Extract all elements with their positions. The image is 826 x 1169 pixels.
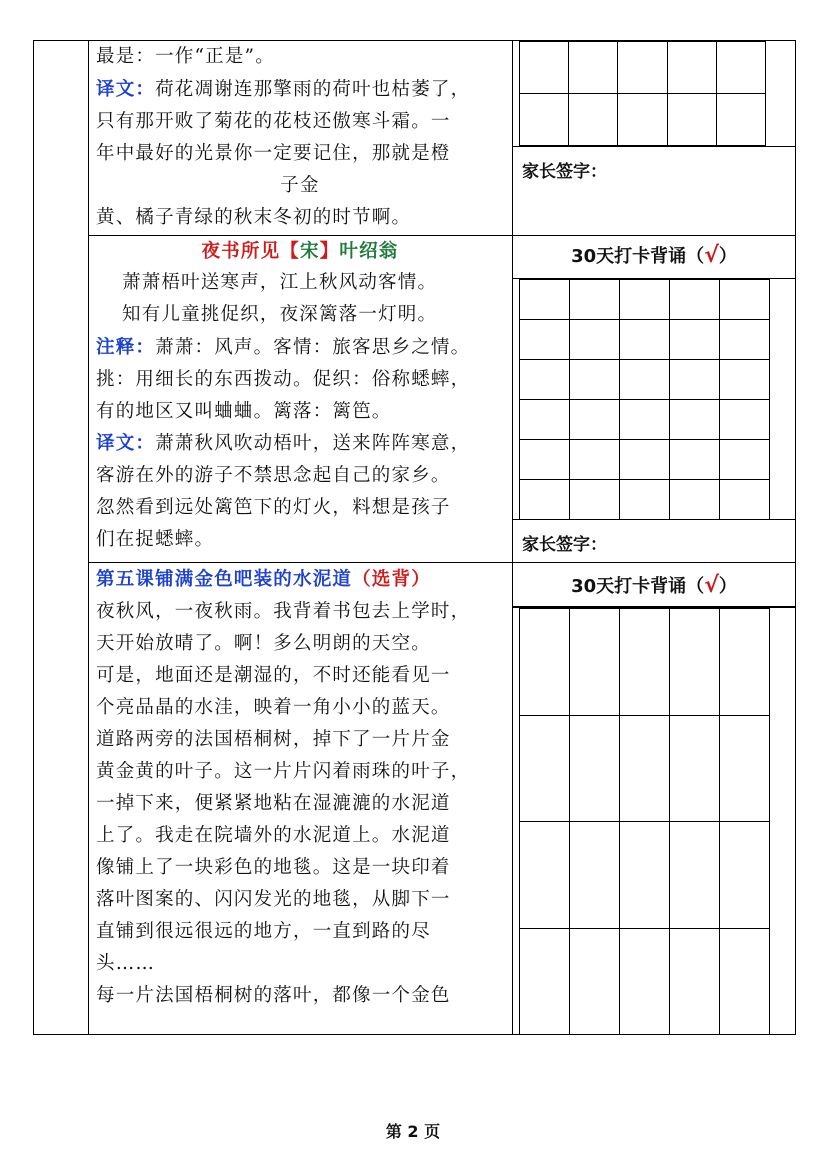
lesson-title: 第五课铺满金色吧装的水泥道 — [96, 569, 353, 590]
grid-cell[interactable] — [519, 319, 570, 360]
grid-cell[interactable] — [519, 821, 570, 929]
grid-cell[interactable] — [519, 359, 570, 400]
grid-cell[interactable] — [519, 479, 570, 520]
lesson-tag: （选背） — [352, 569, 431, 590]
sec1-translation-line-1 — [96, 75, 470, 105]
lesson-line-11: 直铺到很远很远的地方，一直到路的尽 — [96, 921, 431, 942]
grid-cell[interactable] — [719, 439, 770, 480]
notes-label: 注释： — [96, 337, 156, 358]
table-right-border — [795, 40, 796, 1035]
lesson-line-3: 可是，地面还是潮湿的，不时还能看见一 — [96, 665, 451, 686]
poem-translation-label: 译文： — [96, 433, 156, 454]
parent-signature-label-2: 家长签字： — [522, 535, 607, 555]
parent-signature-field-1[interactable] — [612, 150, 792, 190]
lesson-line-2: 天开始放晴了。啊！多么明朗的天空。 — [96, 633, 431, 654]
notes-text-1: 萧萧：风声。客情：旅客思乡之情。 — [155, 337, 471, 358]
grid-cell[interactable] — [569, 715, 620, 823]
lesson-line-8: 上了。我走在院墙外的水泥道上。水泥道 — [96, 825, 451, 846]
right-divider-1 — [512, 146, 796, 147]
lesson-line-6: 黄金黄的叶子。这一片片闪着雨珠的叶子， — [96, 761, 471, 782]
checkin-close-2: ） — [718, 576, 737, 597]
lesson-line-5: 道路两旁的法国梧桐树，掉下了一片片金 — [96, 729, 451, 750]
checkin-text-1: 30天打卡背诵（ — [571, 246, 705, 267]
writing-grid-bottom[interactable] — [519, 608, 769, 1034]
grid-cell[interactable] — [619, 439, 670, 480]
grid-cell[interactable] — [519, 279, 570, 320]
notes-line-2: 挑：用细长的东西拨动。促织：俗称蟋蟀， — [96, 369, 471, 390]
grid-cell[interactable] — [719, 359, 770, 400]
grid-cell[interactable] — [719, 608, 770, 716]
grid-cell[interactable] — [669, 479, 720, 520]
grid-cell[interactable] — [619, 399, 670, 440]
sec1-line-4: 年中最好的光景你一定要记住，那就是橙 — [96, 143, 451, 164]
grid-cell[interactable] — [716, 93, 766, 146]
grid-cell[interactable] — [569, 359, 620, 400]
grid-cell[interactable] — [569, 608, 620, 716]
grid-cell[interactable] — [719, 279, 770, 320]
grid-cell[interactable] — [669, 399, 720, 440]
grid-cell[interactable] — [619, 479, 670, 520]
grid-cell[interactable] — [669, 715, 720, 823]
poem-author: 叶绍翁 — [339, 241, 399, 262]
grid-cell[interactable] — [568, 41, 618, 94]
grid-cell[interactable] — [569, 279, 620, 320]
lesson-line-13: 每一片法国梧桐树的落叶，都像一个金色 — [96, 985, 451, 1006]
poem-translation-line-4: 们在捉蟋蟀。 — [96, 529, 215, 550]
poem-title: 夜书所见 — [201, 241, 281, 262]
translation-label: 译文： — [96, 79, 156, 100]
grid-cell[interactable] — [719, 479, 770, 520]
grid-cell[interactable] — [719, 821, 770, 929]
grid-cell[interactable] — [667, 41, 717, 94]
grid-cell[interactable] — [569, 439, 620, 480]
column-divider-2 — [512, 40, 513, 1035]
sec1-translation-text: 荷花凋谢连那擎雨的荷叶也枯萎了， — [155, 79, 471, 100]
lesson-line-4: 个亮品晶的水洼，映着一角小小的蓝天。 — [96, 697, 451, 718]
checkmark-icon: √ — [704, 243, 719, 268]
grid-cell[interactable] — [519, 608, 570, 716]
table-left-border — [33, 40, 34, 1035]
grid-cell[interactable] — [617, 41, 667, 94]
grid-cell[interactable] — [569, 319, 620, 360]
grid-cell[interactable] — [619, 319, 670, 360]
notes-line-3: 有的地区又叫蛐蛐。篱落：篱笆。 — [96, 401, 392, 422]
poem-heading — [88, 237, 512, 267]
bracket-close: 】 — [319, 241, 340, 262]
grid-cell[interactable] — [619, 928, 670, 1036]
poem-line-2: 知有儿童挑促织，夜深篱落一灯明。 — [122, 304, 438, 325]
grid-cell[interactable] — [569, 399, 620, 440]
writing-grid-middle[interactable] — [519, 279, 769, 519]
grid-cell[interactable] — [619, 821, 670, 929]
grid-cell[interactable] — [669, 928, 720, 1036]
grid-cell[interactable] — [617, 93, 667, 146]
grid-cell[interactable] — [716, 41, 766, 94]
page-number: 第 2 页 — [385, 1122, 441, 1141]
grid-cell[interactable] — [719, 319, 770, 360]
lesson-line-1: 夜秋风，一夜秋雨。我背着书包去上学时， — [96, 601, 471, 622]
grid-cell[interactable] — [568, 93, 618, 146]
grid-cell[interactable] — [669, 319, 720, 360]
grid-cell[interactable] — [519, 928, 570, 1036]
grid-cell[interactable] — [519, 715, 570, 823]
grid-cell[interactable] — [719, 399, 770, 440]
grid-cell[interactable] — [519, 439, 570, 480]
grid-cell[interactable] — [719, 715, 770, 823]
writing-grid-top[interactable] — [519, 41, 765, 145]
poem-dynasty: 宋 — [300, 241, 320, 262]
lesson-line-7: 一掉下来，便紧紧地粘在湿漉漉的水泥道 — [96, 793, 451, 814]
lesson-line-10: 落叶图案的、闪闪发光的地毯，从脚下一 — [96, 889, 451, 910]
grid-cell[interactable] — [519, 93, 569, 146]
grid-cell[interactable] — [619, 359, 670, 400]
row-divider-2 — [88, 562, 512, 563]
right-divider-5 — [512, 562, 796, 563]
bracket-open: 【 — [280, 241, 300, 262]
checkin-text-2: 30天打卡背诵（ — [571, 576, 705, 597]
grid-cell[interactable] — [669, 608, 720, 716]
grid-cell[interactable] — [669, 359, 720, 400]
grid-cell[interactable] — [519, 41, 569, 94]
checkin-close-1: ） — [718, 246, 737, 267]
checkin-label-1 — [513, 242, 795, 268]
grid-cell[interactable] — [519, 399, 570, 440]
poem-translation-line-3: 忽然看到远处篱笆下的灯火，料想是孩子 — [96, 497, 451, 518]
right-divider-2 — [512, 235, 796, 236]
grid-cell[interactable] — [569, 928, 620, 1036]
grid-cell[interactable] — [667, 93, 717, 146]
notes-line-1 — [96, 333, 470, 363]
checkin-label-2 — [513, 572, 795, 598]
sec1-line-5: 子金 — [280, 175, 320, 196]
parent-signature-label-1: 家长签字： — [522, 162, 607, 182]
poem-line-1: 萧萧梧叶送寒声，江上秋风动客情。 — [122, 272, 438, 293]
grid-cell[interactable] — [669, 821, 720, 929]
sec1-line-1: 最是：一作“正是”。 — [96, 46, 275, 67]
parent-signature-field-2[interactable] — [612, 522, 792, 560]
grid-cell[interactable] — [669, 279, 720, 320]
grid-cell[interactable] — [719, 928, 770, 1036]
sec1-line-6: 黄、橘子青绿的秋末冬初的时节啊。 — [96, 207, 412, 228]
checkmark-icon: √ — [704, 573, 719, 598]
grid-cell[interactable] — [619, 715, 670, 823]
grid-cell[interactable] — [619, 279, 670, 320]
lesson-heading — [96, 565, 431, 595]
grid-cell[interactable] — [619, 608, 670, 716]
poem-translation-line-2: 客游在外的游子不禁思念起自己的家乡。 — [96, 465, 451, 486]
lesson-line-9: 像铺上了一块彩色的地毯。这是一块印着 — [96, 857, 451, 878]
grid-cell[interactable] — [569, 479, 620, 520]
grid-cell[interactable] — [669, 439, 720, 480]
grid-cell[interactable] — [569, 821, 620, 929]
row-divider-1 — [88, 235, 512, 236]
lesson-line-12: 头…… — [96, 953, 156, 974]
sec1-line-3: 只有那开败了菊花的花枝还傲寒斗霜。一 — [96, 111, 451, 132]
poem-translation-text-1: 萧萧秋风吹动梧叶，送来阵阵寒意， — [155, 433, 471, 454]
poem-translation-line-1 — [96, 429, 470, 459]
